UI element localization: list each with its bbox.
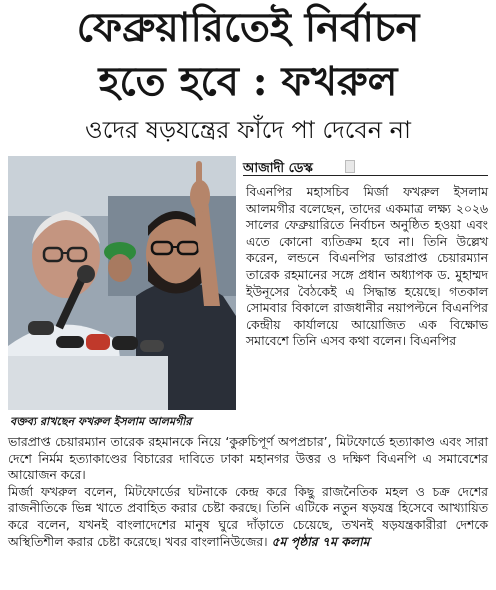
photo-illustration: [8, 156, 236, 410]
continuation-note: ৫ম পৃষ্ঠার ৭ম কলাম: [271, 533, 370, 549]
subheadline: ওদের ষড়যন্ত্রের ফাঁদে পা দেবেন না: [85, 116, 411, 144]
article-paragraph-1: ভারপ্রাপ্ত চেয়ারম্যান তারেক রহমানকে নিয়ে ‘কুরুচিপূর্ণ অপপ্রচার’, মিটফোর্ডে হত্যাকাণ্ড এবং সারা দেশে নির্মম হত্যাকাণ্ডের বিচারের দাবিতে ঢাকা মহানগর উত্তর ও দক্ষিণ বিএনপি এ সমাবেশের আয়োজন করে।: [8, 434, 488, 483]
photo-caption: বক্তব্য রাখছেন ফখরুল ইসলাম আলমগীর: [10, 415, 192, 428]
headline-line-2: হতে হবে : ফখরুল: [98, 58, 398, 105]
article-full-width-text: [8, 434, 488, 550]
article-paragraph-2: [8, 484, 488, 550]
byline: আজাদী ডেস্ক: [243, 161, 313, 176]
headline-line-1: ফেব্রুয়ারিতেই নির্বাচন: [76, 4, 420, 51]
byline-marker-icon: [345, 160, 355, 173]
byline-area: [243, 157, 488, 176]
article-column-text: বিএনপির মহাসচিব মির্জা ফখরুল ইসলাম আলমগীর বলেছেন, তাদের একমাত্র লক্ষ্য ২০২৬ সালের ফেব্রুয়ারিতে নির্বাচন অনুষ্ঠিত হওয়া এবং এতে কোনো ব্যতিক্রম হবে না। তিনি উল্লেখ করেন, লন্ডনে বিএনপির ভারপ্রাপ্ত চেয়ারম্যান তারেক রহমানের সঙ্গে প্রধান অধ্যাপক ড. মুহাম্মদ ইউনূসের বৈঠকেই এ সিদ্ধান্ত হয়েছে। গতকাল সোমবার বিকালে রাজধানীর নয়াপল্টনে বিএনপির কেন্দ্রীয় কার্যালয়ে আয়োজিত এক বিক্ষোভ সমাবেশে তিনি এসব কথা বলেন। বিএনপির: [246, 184, 488, 349]
article-paragraph-2-text: মির্জা ফখরুল বলেন, মিটফোর্ডের ঘটনাকে কেন্দ্র করে কিছু রাজনৈতিক মহল ও চক্র দেশের রাজনীতিকে ভিন্ন খাতে প্রবাহিত করার চেষ্টা করছে। তিনি এটিকে নতুন ষড়যন্ত্র হিসেবে আখ্যায়িত করে বলেন, যখনই বাংলাদেশের মানুষ ঘুরে দাঁড়াতে চেয়েছে, তখনই ষড়যন্ত্রকারীরা দেশকে অস্থিতিশীল করার চেষ্টা করেছে। খবর বাংলানিউজের।: [8, 483, 488, 549]
news-photo: [8, 156, 236, 410]
